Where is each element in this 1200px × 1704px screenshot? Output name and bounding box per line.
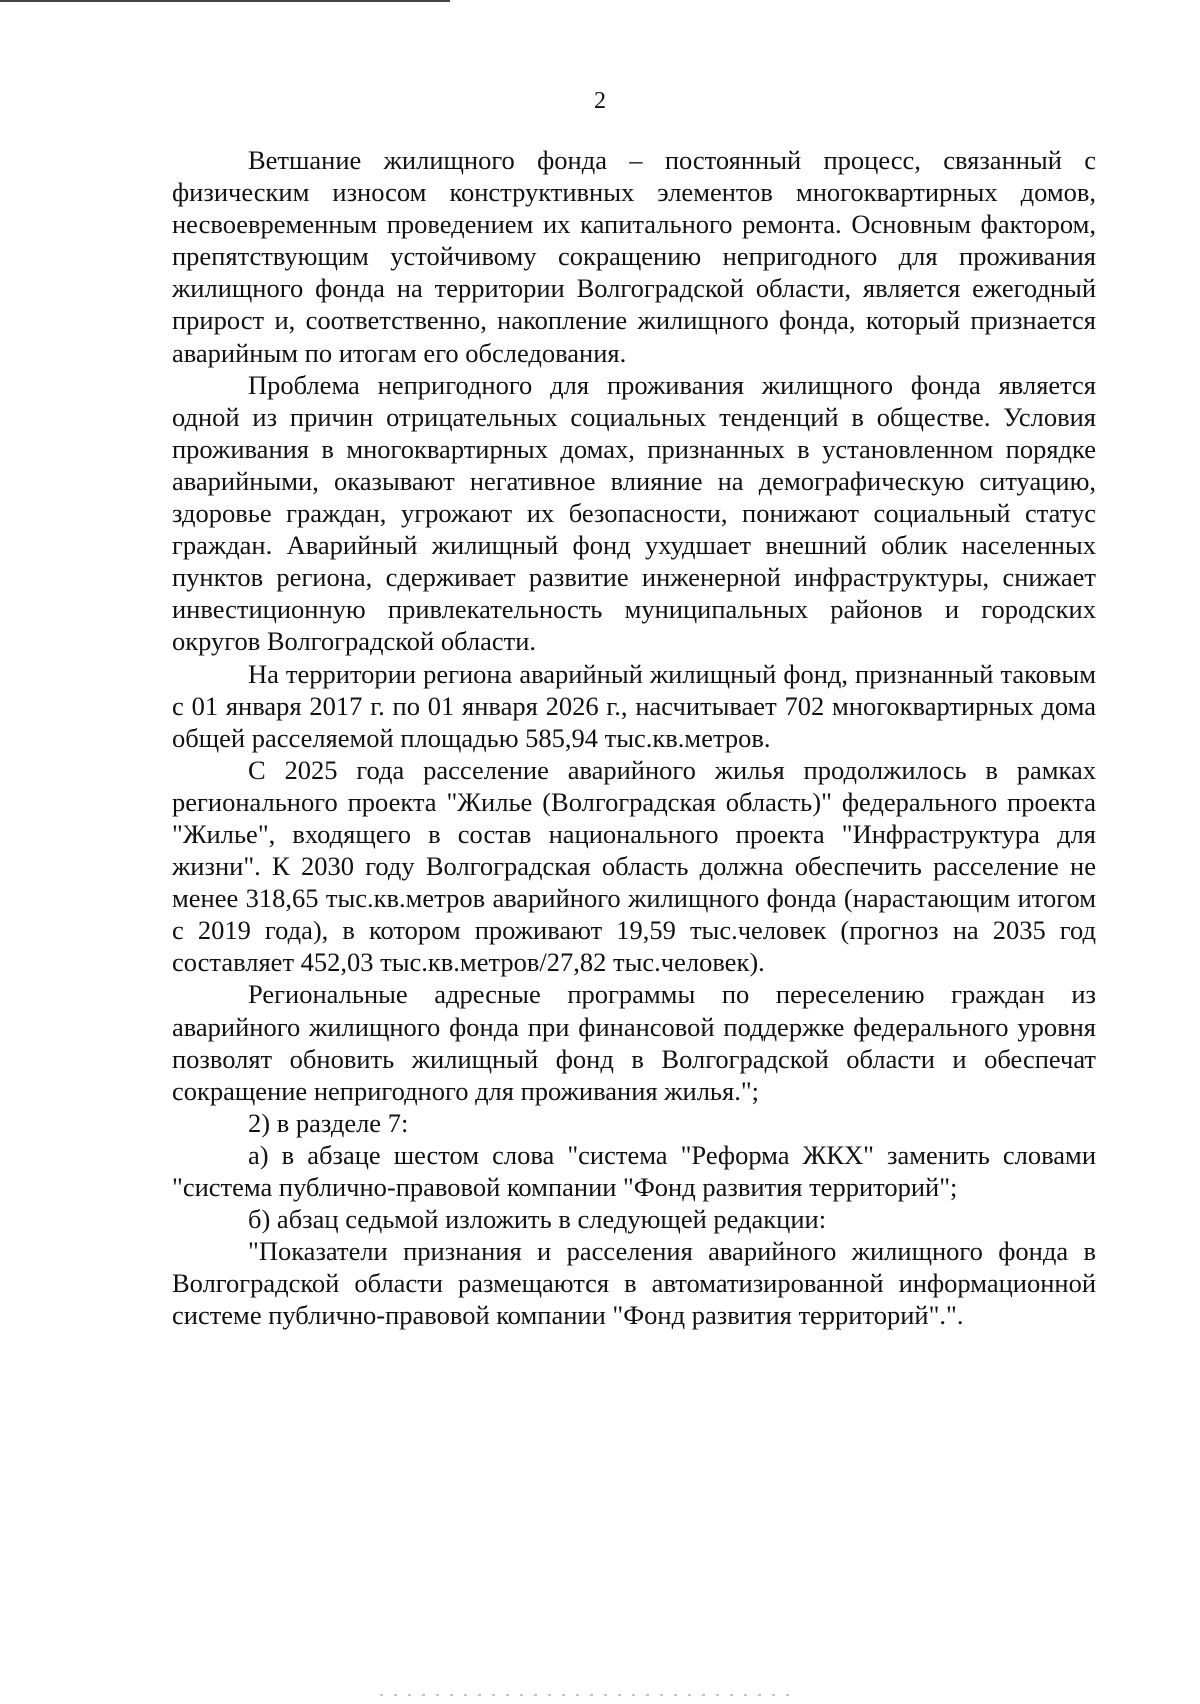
page-number: 2 [594, 88, 606, 114]
paragraph-9: "Показатели признания и расселения аварийного жилищного фонда в Волгоградской области размещаются в автоматизированной информационной системе публично-правовой компании "Фонд развития территорий".". [172, 1236, 1096, 1331]
document-body [172, 144, 1096, 1331]
paragraph-5: Региональные адресные программы по переселению граждан из аварийного жилищного фонда при финансовой поддержке федерального уровня позволят обновить жилищный фонд в Волгоградской области и обеспечат сокращение непригодного для проживания жилья."; [172, 979, 1096, 1106]
paragraph-6: 2) в разделе 7: [248, 1107, 409, 1138]
scan-artifact [380, 1694, 800, 1696]
paragraph-3: На территории региона аварийный жилищный фонд, признанный таковым с 01 января 2017 г. по 01 января 2026 г., насчитывает 702 многоквартирных дома общей расселяемой площадью 585,94 тыс.кв.метров. [172, 658, 1096, 753]
paragraph-7: а) в абзаце шестом слова "система "Реформа ЖКХ" заменить словами "система публично-правовой компании "Фонд развития территорий"; [172, 1139, 1096, 1202]
top-rule [0, 0, 450, 2]
paragraph-1: Ветшание жилищного фонда – постоянный процесс, связанный с физическим износом конструктивных элементов многоквартирных домов, несвоевременным проведением их капитального ремонта. Основным фактором, препятствующим устойчивому сокращению непригодного для проживания жилищного фонда на территории Волгоградской области, является ежегодный прирост и, соответственно, накопление жилищного фонда, который признается аварийным по итогам его обследования. [172, 145, 1096, 368]
paragraph-8: б) абзац седьмой изложить в следующей редакции: [248, 1204, 827, 1235]
paragraph-4: С 2025 года расселение аварийного жилья продолжилось в рамках регионального проекта "Жилье (Волгоградская область)" федерального проекта "Жилье", входящего в состав национального проекта "Инфраструктура для жизни". К 2030 году Волгоградская область должна обеспечить расселение не менее 318,65 тыс.кв.метров аварийного жилищного фонда (нарастающим итогом с 2019 года), в котором проживают 19,59 тыс.человек (прогноз на 2035 год составляет 452,03 тыс.кв.метров/27,82 тыс.человек). [172, 754, 1096, 978]
paragraph-2: Проблема непригодного для проживания жилищного фонда является одной из причин отрицательных социальных тенденций в обществе. Условия проживания в многоквартирных домах, признанных в установленном порядке аварийными, оказывают негативное влияние на демографическую ситуацию, здоровье граждан, угрожают их безопасности, понижают социальный статус граждан. Аварийный жилищный фонд ухудшает внешний облик населенных пунктов региона, сдерживает развитие инженерной инфраструктуры, снижает инвестиционную привлекательность муниципальных районов и городских округов Волгоградской области. [172, 369, 1096, 657]
